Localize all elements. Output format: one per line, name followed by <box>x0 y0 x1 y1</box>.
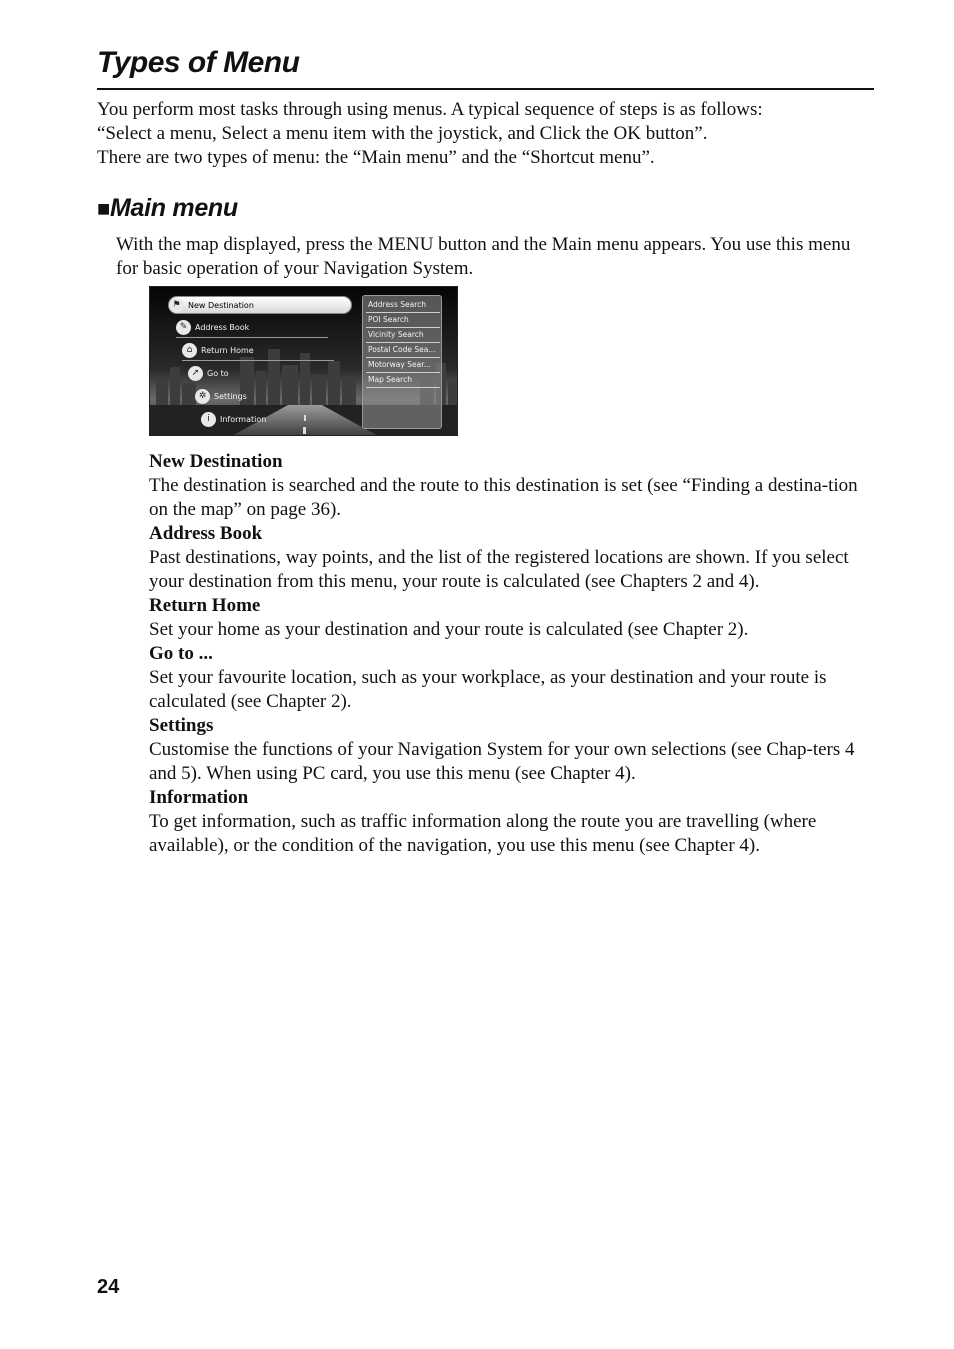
menu-item-settings[interactable] <box>195 388 247 404</box>
submenu-item-motorway-search[interactable]: Motorway Sear... <box>366 358 440 373</box>
section-intro: With the map displayed, press the MENU button and the Main menu appears. You use this menu for basic operation of your Navigation System. <box>116 234 851 279</box>
definition-description: The destination is searched and the route to this destination is set (see “Finding a destina-tion on the map” on page 36). <box>149 475 858 520</box>
intro-text <box>97 98 887 170</box>
submenu-item-address-search[interactable]: Address Search <box>366 298 440 313</box>
definition-description: Customise the functions of your Navigation System for your own selections (see Chap-ters 4 and 5). When using PC card, you use this menu (see Chapter 4). <box>149 739 855 784</box>
menu-underline <box>182 360 334 361</box>
info-icon: i <box>201 412 216 427</box>
page-title: Types of Menu <box>97 46 300 79</box>
section-heading-text: Main menu <box>110 194 238 222</box>
definition-description: Past destinations, way points, and the list of the registered locations are shown. If you select your destination from this menu, your route is calculated (see Chapters 2 and 4). <box>149 547 849 592</box>
section-heading <box>97 194 238 223</box>
menu-item-label: Go to <box>207 368 229 378</box>
flag-icon: ⚑ <box>169 298 184 313</box>
definition-description: Set your favourite location, such as your workplace, as your destination and your route is calculated (see Chapter 2). <box>149 667 827 712</box>
submenu-item-map-search[interactable]: Map Search <box>366 373 440 388</box>
submenu-item-poi-search[interactable]: POI Search <box>366 313 440 328</box>
definition-description: Set your home as your destination and your route is calculated (see Chapter 2). <box>149 619 749 640</box>
main-menu-screenshot <box>149 286 458 436</box>
menu-definitions <box>149 450 879 858</box>
definition-term: Settings <box>149 715 214 736</box>
menu-item-label: Return Home <box>201 345 254 355</box>
definition-term: Go to ... <box>149 643 213 664</box>
shortcut-submenu <box>362 295 442 429</box>
menu-item-label: New Destination <box>188 300 254 310</box>
menu-item-return-home[interactable] <box>182 342 254 358</box>
definition-term: Address Book <box>149 523 263 544</box>
gear-icon: ✲ <box>195 389 210 404</box>
intro-line: “Select a menu, Select a menu item with the joystick, and Click the OK button”. <box>97 123 708 144</box>
menu-item-go-to[interactable] <box>188 365 229 381</box>
menu-item-address-book[interactable] <box>176 319 249 335</box>
submenu-item-vicinity-search[interactable]: Vicinity Search <box>366 328 440 343</box>
intro-line: You perform most tasks through using menus. A typical sequence of steps is as follows: <box>97 99 763 120</box>
definition-term: Return Home <box>149 595 261 616</box>
definition-term: New Destination <box>149 451 283 472</box>
intro-line: There are two types of menu: the “Main menu” and the “Shortcut menu”. <box>97 147 655 168</box>
menu-underline <box>176 337 328 338</box>
book-icon: ✎ <box>176 320 191 335</box>
submenu-item-postal-code-search[interactable]: Postal Code Sea... <box>366 343 440 358</box>
definition-term: Information <box>149 787 249 808</box>
menu-item-new-destination[interactable] <box>168 296 352 314</box>
home-icon: ⌂ <box>182 343 197 358</box>
menu-item-label: Settings <box>214 391 247 401</box>
title-rule <box>97 88 874 90</box>
menu-item-label: Information <box>220 414 267 424</box>
definition-description: To get information, such as traffic information along the route you are travelling (where available), or the condition of the navigation, you use this menu (see Chapter 4). <box>149 811 817 856</box>
menu-item-information[interactable] <box>201 411 266 427</box>
menu-item-label: Address Book <box>195 322 250 332</box>
page-number: 24 <box>97 1276 120 1298</box>
square-bullet-icon: ■ <box>97 196 110 221</box>
goto-icon: ➚ <box>188 366 203 381</box>
